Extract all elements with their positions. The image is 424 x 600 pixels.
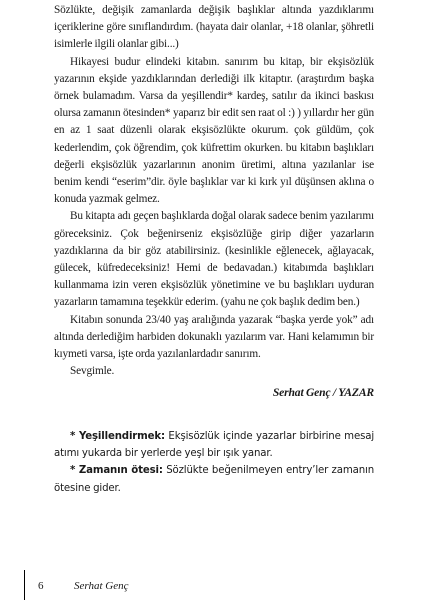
body-text [54,2,374,402]
author-signature: Serhat Genç / YAZAR [272,386,374,400]
footnote-1 [54,428,374,462]
page-footer [24,570,404,600]
footnote-2 [54,462,374,496]
paragraph-2: Hikayesi budur elindeki kitabın. sanırım bu kitap, bir ekşisözlük yazarının ekşide yazdıklarından derlediği ilk kitaptır. (araştırdım başka örnek bulamadım. Varsa da yeşillendir* kardeş, satılır da ikinci baskısı olursa zamanın ötesinden* yaparız bir edit sen raat ol :) ) yıllardır her gün en az 1 saat düzenli olarak ekşisözlükte okurum. çok güldüm, çok kederlendim, çok öğrendim, çok küfrettim okurken. bu kitabın başlıkları değerli ekşisözlük yazarlarının anonim üretimi, altına yazılanlar ise benim kendi “eserim”dir. öyle başlıklar var ki kırk yıl düşünsen aklına o konuda yazmak gelmez. [54,55,374,206]
closing-line: Sevgimle. [70,365,115,378]
footnote-term: * Yeşillendirmek: [70,431,165,442]
paragraph-4: Kitabın sonunda 23/40 yaş aralığında yazarak “başka yerde yok” adı altında derlediğim harbiden dokunaklı yazılarım var. Hani kelamımın bir kıymeti varsa, işte orda yazılanlardadır sanırım. [54,313,374,361]
footer-author: Serhat Genç [74,580,129,592]
footnotes [54,428,374,497]
paragraph-1: Sözlükte, değişik zamanlarda değişik başlıklar altında yazdıklarımı içeriklerine göre sınıflandırdım. (hayata dair olanlar, +18 olanlar, şöhretli isimlerle ilgili olanlar gibi...) [54,4,374,51]
footnote-text: Sözlükte beğenilmeyen entry’ler zamanın ötesine gider. [54,465,375,494]
footnote-text: Ekşisözlük içinde yazarlar birbirine mesaj atımı yukarda bir yerlerde yeşl bir ışık yanar. [54,431,375,460]
footnote-term: * Zamanın ötesi: [70,465,163,477]
page-number: 6 [38,580,44,592]
footer-divider [24,570,25,600]
paragraph-3: Bu kitapta adı geçen başlıklarda doğal olarak sadece benim yazılarımı göreceksiniz. Çok beğenirseniz ekşisözlüğe girip diğer yazarların yazdıklarına da bir göz atabilirsiniz. (kesinlikle eğlenecek, ağlayacak, gülecek, küfredeceksiniz! Hemi de bedavadan.) kitabımda başlıkları kullanmama izin veren ekşisözlük yönetimine ve bu başlıkları uyduran yazarların tamamına teşekkür ederim. (yahu ne çok başlık dedim ben.) [54,210,374,309]
